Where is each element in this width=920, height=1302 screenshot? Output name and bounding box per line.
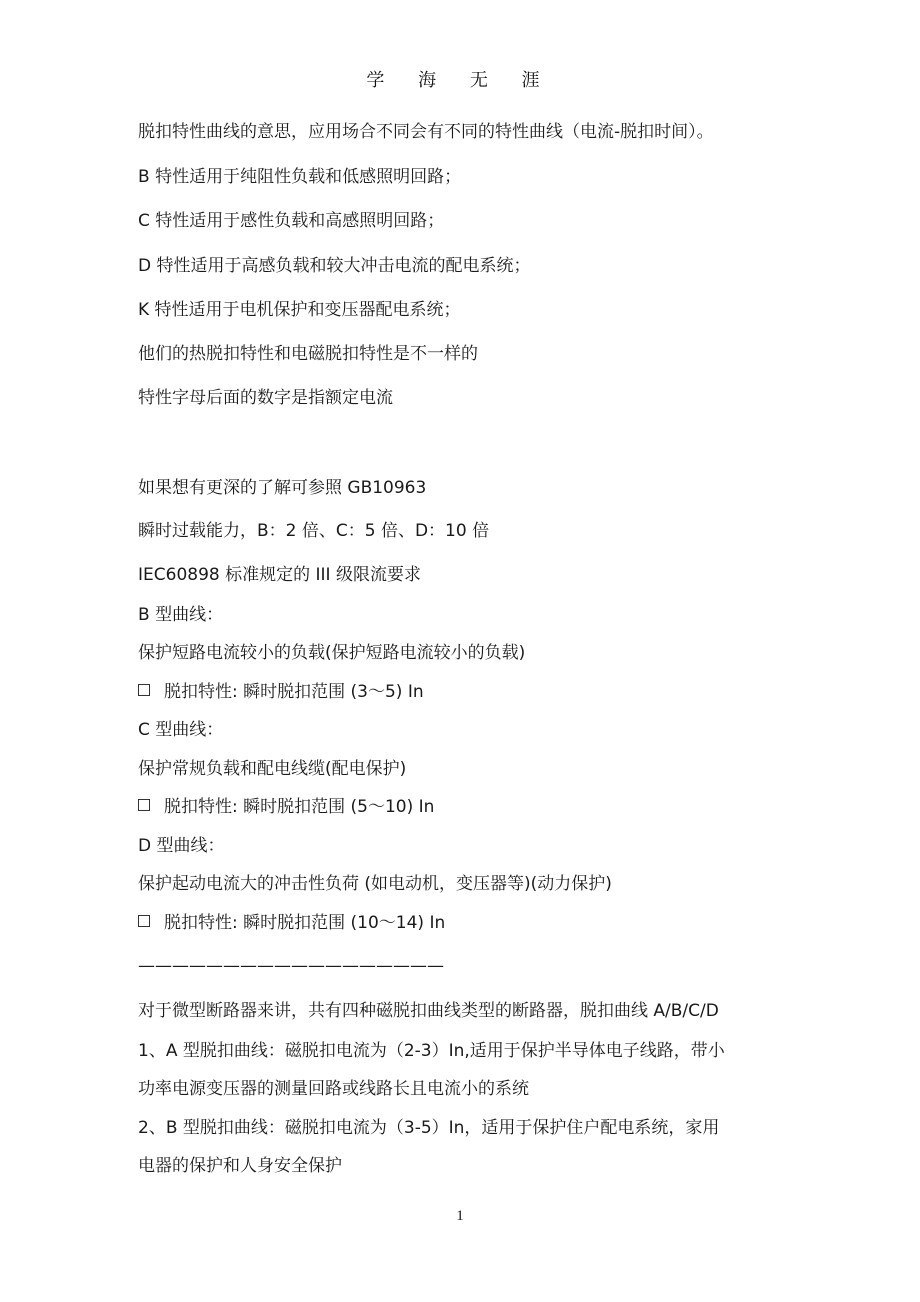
bullet-line bbox=[138, 796, 434, 818]
paragraph-line: 他们的热脱扣特性和电磁脱扣特性是不一样的 bbox=[138, 344, 478, 364]
paragraph-line: C 特性适用于感性负载和高感照明回路； bbox=[138, 211, 445, 231]
curve-heading-b: B 型曲线： bbox=[138, 605, 224, 625]
page-header: 学 海 无 涯 bbox=[366, 70, 554, 91]
bullet-line bbox=[138, 912, 445, 934]
paragraph-line: 保护常规负载和配电线缆(配电保护) bbox=[138, 759, 407, 779]
paragraph-line: 功率电源变压器的测量回路或线路长且电流小的系统 bbox=[138, 1079, 529, 1099]
paragraph-line: 脱扣特性曲线的意思，应用场合不同会有不同的特性曲线（电流-脱扣时间）。 bbox=[138, 122, 714, 142]
paragraph-line: D 特性适用于高感负载和较大冲击电流的配电系统； bbox=[138, 256, 531, 276]
paragraph-line: 2、B 型脱扣曲线：磁脱扣电流为（3-5）In，适用于保护住户配电系统，家用 bbox=[138, 1118, 720, 1138]
bullet-line bbox=[138, 681, 424, 703]
paragraph-line: 1、A 型脱扣曲线：磁脱扣电流为（2-3）In,适用于保护半导体电子线路，带小 bbox=[138, 1041, 725, 1061]
paragraph-line: IEC60898 标准规定的 III 级限流要求 bbox=[138, 565, 421, 585]
paragraph-line: 电器的保护和人身安全保护 bbox=[138, 1156, 342, 1176]
paragraph-line: 保护起动电流大的冲击性负荷 (如电动机，变压器等)(动力保护) bbox=[138, 874, 612, 894]
curve-heading-c: C 型曲线： bbox=[138, 720, 224, 740]
paragraph-line: 特性字母后面的数字是指额定电流 bbox=[138, 388, 393, 408]
paragraph-line: 对于微型断路器来讲，共有四种磁脱扣曲线类型的断路器，脱扣曲线 A/B/C/D bbox=[138, 1001, 719, 1021]
paragraph-line: 如果想有更深的了解可参照 GB10963 bbox=[138, 478, 427, 498]
paragraph-line: K 特性适用于电机保护和变压器配电系统； bbox=[138, 300, 461, 320]
paragraph-line: 保护短路电流较小的负载(保护短路电流较小的负载) bbox=[138, 643, 526, 663]
page-number: 1 bbox=[456, 1208, 464, 1224]
bullet-text: 脱扣特性: 瞬时脱扣范围 (3～5) In bbox=[164, 682, 424, 702]
paragraph-line: 瞬时过载能力，B：2 倍、C：5 倍、D：10 倍 bbox=[138, 521, 490, 541]
checkbox-bullet-icon bbox=[138, 799, 150, 811]
checkbox-bullet-icon bbox=[138, 915, 150, 927]
bullet-text: 脱扣特性: 瞬时脱扣范围 (5～10) In bbox=[164, 797, 435, 817]
checkbox-bullet-icon bbox=[138, 684, 150, 696]
dash-separator: —————————————————— bbox=[138, 956, 444, 976]
bullet-text: 脱扣特性: 瞬时脱扣范围 (10～14) In bbox=[164, 913, 446, 933]
curve-heading-d: D 型曲线： bbox=[138, 836, 225, 856]
paragraph-line: B 特性适用于纯阻性负载和低感照明回路； bbox=[138, 167, 462, 187]
